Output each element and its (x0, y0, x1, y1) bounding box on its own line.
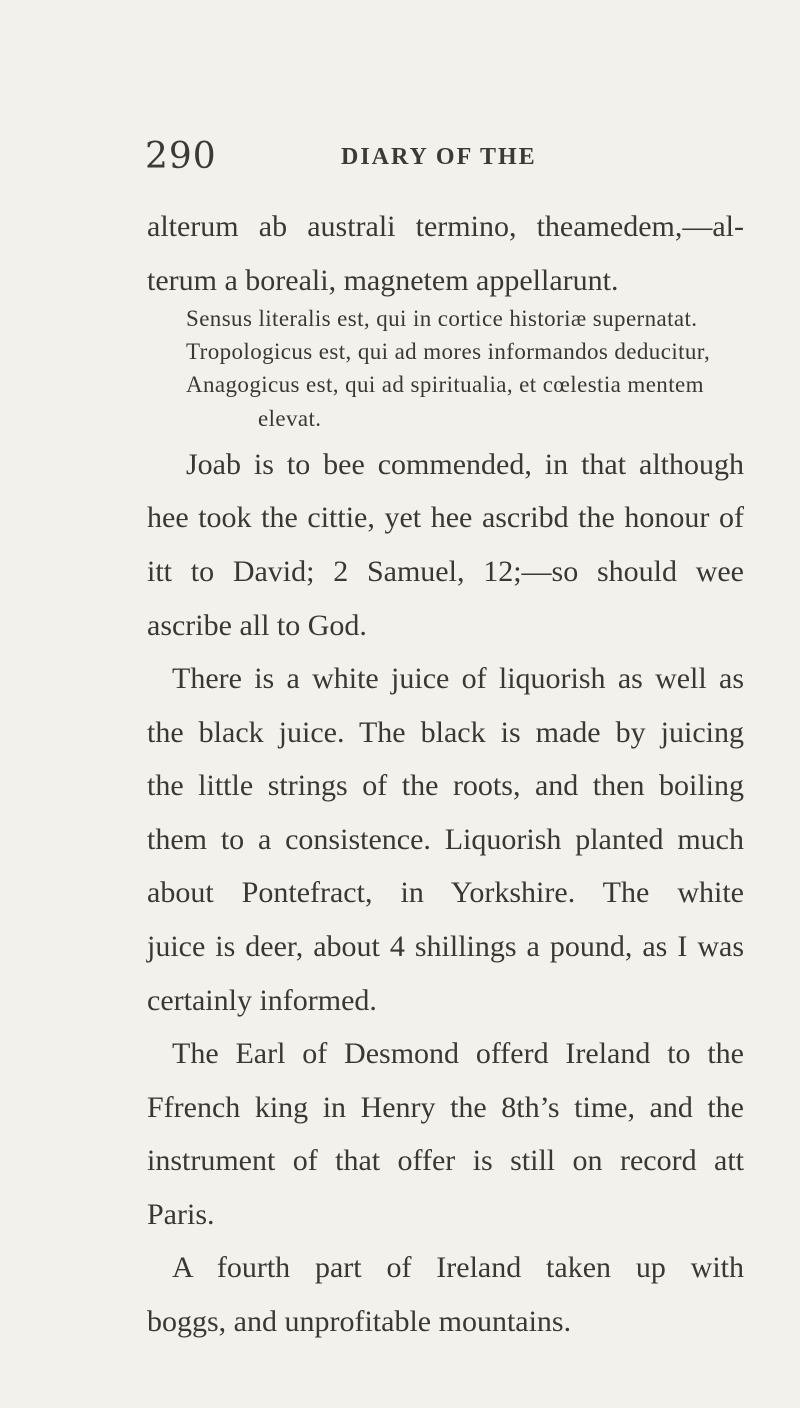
text-line: Ffrench king in Henry the 8th’s time, and the (147, 1091, 744, 1124)
text-line: juice is deer, about 4 shillings a pound, as I was (147, 930, 744, 963)
text-line: alterum ab australi termino, theamedem,—al- (147, 210, 744, 243)
page-number: 290 (145, 136, 217, 177)
text-line: ascribe all to God. (147, 609, 367, 642)
text-line: the black juice. The black is made by juicing (147, 716, 744, 749)
text-line: the little strings of the roots, and then boiling (147, 769, 744, 802)
text-line: certainly informed. (147, 984, 377, 1017)
latin-line: Anagogicus est, qui ad spiritualia, et cœlestia mentem (186, 372, 704, 397)
text-line: itt to David; 2 Samuel, 12;—so should wee (147, 555, 744, 588)
text-line: them to a consistence. Liquorish planted much (147, 823, 744, 856)
text-line: A fourth part of Ireland taken up with (172, 1251, 744, 1284)
text-line: The Earl of Desmond offerd Ireland to the (172, 1037, 744, 1070)
text-line: instrument of that offer is still on record att (147, 1144, 744, 1177)
text-line: hee took the cittie, yet hee ascribd the honour of (147, 501, 744, 534)
text-line: boggs, and unprofitable mountains. (147, 1305, 572, 1338)
latin-line: elevat. (258, 406, 322, 431)
latin-line: Sensus literalis est, qui in cortice historiæ supernatat. (186, 306, 698, 331)
text-line: There is a white juice of liquorish as well as (172, 662, 744, 695)
text-line: Joab is to bee commended, in that although (186, 448, 744, 481)
latin-line: Tropologicus est, qui ad mores informandos deducitur, (186, 339, 711, 364)
text-line: about Pontefract, in Yorkshire. The white (147, 876, 744, 909)
text-line: terum a boreali, magnetem appellarunt. (147, 264, 619, 297)
text-line: Paris. (147, 1198, 215, 1231)
running-title: DIARY OF THE (341, 144, 537, 170)
